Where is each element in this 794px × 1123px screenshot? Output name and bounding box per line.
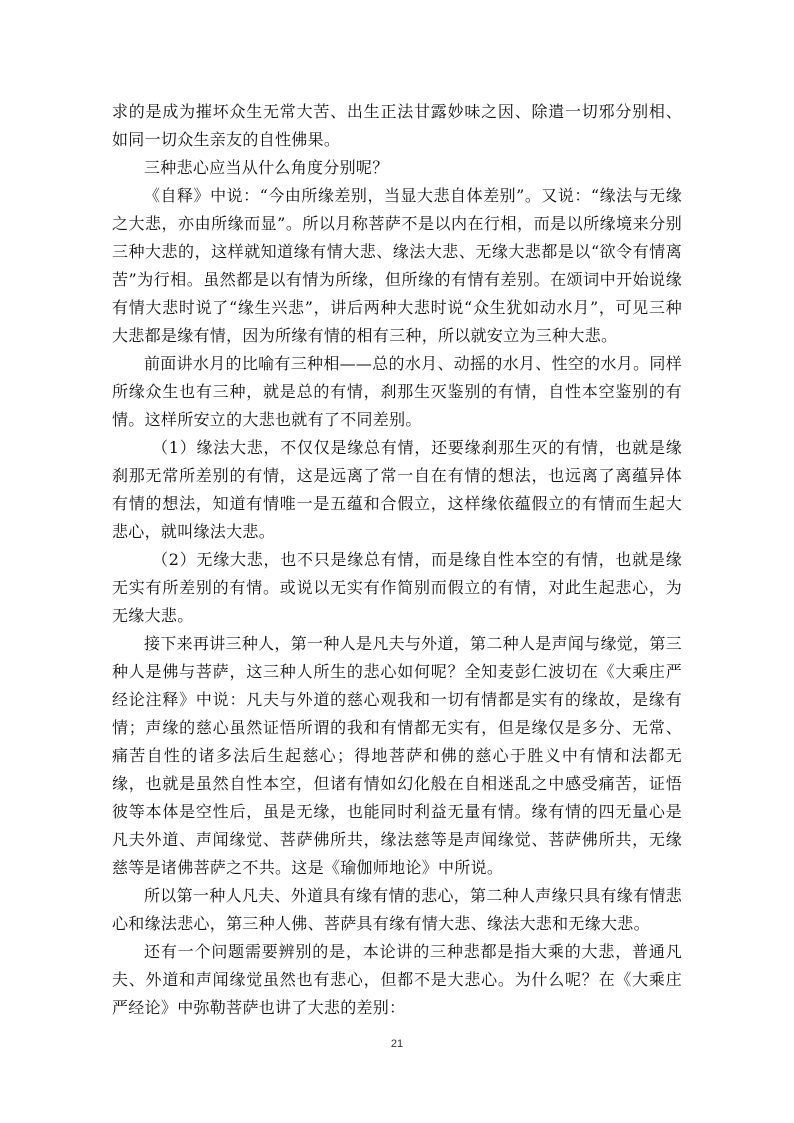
paragraph: 所以第一种人凡夫、外道具有缘有情的悲心，第二种人声缘只具有缘有情悲心和缘法悲心，第三种人佛、菩萨具有缘有情大悲、缘法大悲和无缘大悲。 (112, 886, 682, 933)
paragraph: 前面讲水月的比喻有三种相——总的水月、动摇的水月、性空的水月。同样所缘众生也有三种，就是总的有情，刹那生灭鉴别的有情，自性本空鉴别的有情。这样所安立的大悲也就有了不同差别。 (112, 354, 682, 429)
paragraph: （1）缘法大悲，不仅仅是缘总有情，还要缘刹那生灭的有情，也就是缘刹那无常所差别的有情，这是远离了常一自在有情的想法，也远离了离蕴异体有情的想法，知道有情唯一是五蕴和合假立，这样缘依蕴假立的有情而生起大悲心，就叫缘法大悲。 (112, 438, 682, 541)
paragraph: 求的是成为摧坏众生无常大苦、出生正法甘露妙味之因、除遣一切邪分别相、如同一切众生亲友的自性佛果。 (112, 102, 682, 149)
paragraph: 接下来再讲三种人，第一种人是凡夫与外道，第二种人是声闻与缘觉，第三种人是佛与菩萨，这三种人所生的悲心如何呢？全知麦彭仁波切在《大乘庄严经论注释》中说：凡夫与外道的慈心观我和一切有情都是实有的缘故，是缘有情；声缘的慈心虽然证悟所谓的我和有情都无实有，但是缘仅是多分、无常、痛苦自性的诸多法后生起慈心；得地菩萨和佛的慈心于胜义中有情和法都无缘，也就是虽然自性本空，但诸有情如幻化般在自相迷乱之中感受痛苦，证悟彼等本体是空性后，虽是无缘，也能同时利益无量有情。缘有情的四无量心是凡夫外道、声闻缘觉、菩萨佛所共，缘法慈等是声闻缘觉、菩萨佛所共，无缘慈等是诸佛菩萨之不共。这是《瑜伽师地论》中所说。 (112, 634, 682, 877)
page-number: 21 (390, 1038, 404, 1050)
paragraph: 三种悲心应当从什么角度分别呢？ (144, 158, 389, 177)
page-body (112, 98, 682, 1022)
paragraph: 还有一个问题需要辨别的是，本论讲的三种悲都是指大乘的大悲，普通凡夫、外道和声闻缘觉虽然也有悲心，但都不是大悲心。为什么呢？在《大乘庄严经论》中弥勒菩萨也讲了大悲的差别： (112, 942, 682, 1017)
paragraph: （2）无缘大悲，也不只是缘总有情，而是缘自性本空的有情，也就是缘无实有所差别的有情。或说以无实有作简别而假立的有情，对此生起悲心，为无缘大悲。 (112, 550, 682, 625)
paragraph: 《自释》中说：“今由所缘差别，当显大悲自体差别”。又说：“缘法与无缘之大悲，亦由所缘而显”。所以月称菩萨不是以内在行相，而是以所缘境来分别三种大悲的，这样就知道缘有情大悲、缘法大悲、无缘大悲都是以“欲令有情离苦”为行相。虽然都是以有情为所缘，但所缘的有情有差别。在颂词中开始说缘有情大悲时说了“缘生兴悲”，讲后两种大悲时说“众生犹如动水月”，可见三种大悲都是缘有情，因为所缘有情的相有三种，所以就安立为三种大悲。 (112, 186, 682, 345)
